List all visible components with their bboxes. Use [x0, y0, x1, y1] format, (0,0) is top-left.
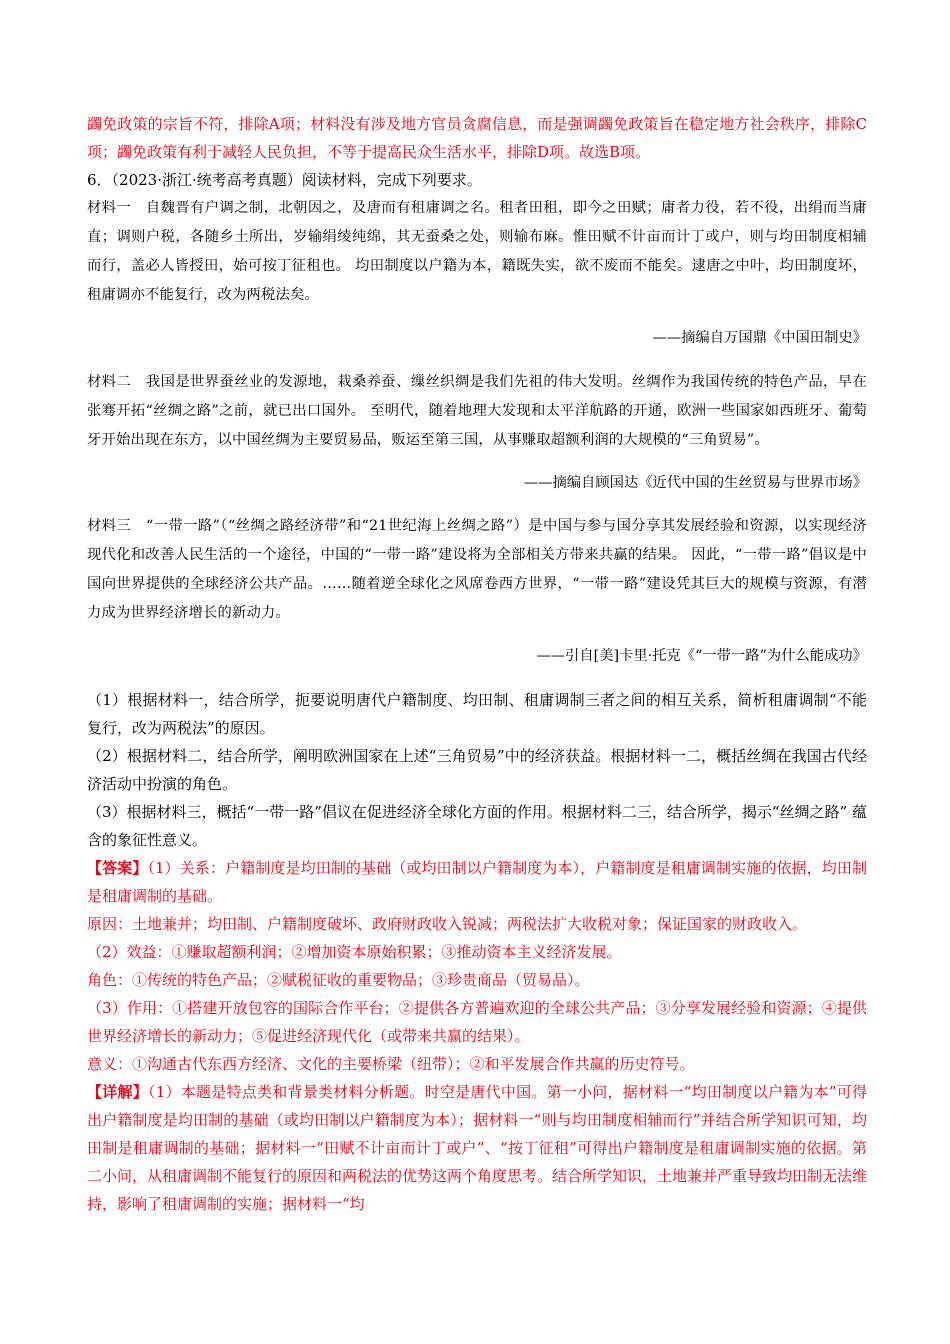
document-page: [87, 110, 867, 1218]
detail-text: （1）本题是特点类和背景类材料分析题。时空是唐代中国。第一小问，据材料一“均田制度以户籍为本”可得出户籍制度是均田制的基础（或均田制以户籍制度为本）；据材料一“则与均田制度相辅而行”并结合所学知识可知，均田制是租庸调制的基础；据材料一“田赋不计亩而计丁或户”、“按丁征租”可得出户籍制度是租庸调制实施的依据。第二小问，从租庸调制不能复行的原因和两税法的优势这两个角度思考。结合所学知识，土地兼并严重导致均田制无法维持，影响了租庸调制的实施；据材料一“均: [87, 1082, 868, 1213]
answer-line-5: （3）作用：①搭建开放包容的国际合作平台；②提供各方普遍欢迎的全球公共产品；③分享发展经验和资源；④提供世界经济增长的新动力；⑤促进经济现代化（或带来共赢的结果）。: [87, 998, 867, 1045]
question-header: 6．（2023·浙江·统考高考真题）阅读材料，完成下列要求。: [87, 171, 482, 189]
detail-tag: 【详解】: [87, 1082, 148, 1101]
material-3-source: ——引自[美]卡里·托克《“一带一路”为什么能成功》: [536, 648, 867, 665]
material-1-source: ——摘编自万国鼎《中国田制史》: [652, 330, 867, 347]
question-3: （3）根据材料三，概括“一带一路”倡议在促进经济全球化方面的作用。根据材料二三，结合所学，揭示“丝绸之路” 蕴含的象征性意义。: [87, 802, 867, 849]
prev-answer-explanation: 蠲免政策的宗旨不符，排除A项；材料没有涉及地方官员贪腐信息，而是强调蠲免政策旨在稳定地方社会秩序，排除C项；蠲免政策有利于减轻人民负担，不等于提高民众生活水平，排除D项。故选B项。: [87, 115, 867, 161]
answer-text-1: （1）关系：户籍制度是均田制的基础（或均田制以户籍制度为本），户籍制度是租庸调制实施的依据，均田制是租庸调制的基础。: [87, 858, 867, 905]
question-2: （2）根据材料二，结合所学，阐明欧洲国家在上述“三角贸易”中的经济获益。根据材料一二，概括丝绸在我国古代经济活动中扮演的角色。: [87, 746, 867, 793]
answer-line-3: （2）效益：①赚取超额利润；②增加资本原始积累；③推动资本主义经济发展。: [87, 942, 622, 961]
answer-line-1: [87, 854, 867, 910]
material-2: 材料二 我国是世界蚕丝业的发源地，栽桑养蚕、缫丝织绸是我们先祖的伟大发明。丝绸作为我国传统的特色产品，早在张骞开拓“丝绸之路”之前，就已出口国外。 至明代，随着地理大发现和太平洋航路的开通，欧洲一些国家如西班牙、葡萄牙开始出现在东方，以中国丝绸为主要贸易品，贩运至第三国，从事赚取超额利润的大规模的“三角贸易”。: [87, 373, 867, 448]
answer-line-2: 原因：土地兼并；均田制、户籍制度破坏、政府财政收入锐减；两税法扩大收税对象；保证国家的财政收入。: [87, 914, 808, 933]
material-2-source: ——摘编自顾国达《近代中国的生丝贸易与世界市场》: [523, 474, 867, 491]
material-3: 材料三 “一带一路”（“丝绸之路经济带”和“21世纪海上丝绸之路”）是中国与参与国分享其发展经验和资源，以实现经济现代化和改善人民生活的一个途径，中国的“一带一路”建设将为全部相关方带来共赢的结果。 因此，“一带一路”倡议是中国向世界提供的全球经济公共产品。……随着逆全球化之风席卷西方世界，“一带一路”建设凭其巨大的规模与资源，有潜力成为世界经济增长的新动力。: [87, 518, 867, 622]
answer-line-4: 角色：①传统的特色产品；②赋税征收的重要物品；③珍贵商品（贸易品）。: [87, 970, 590, 989]
answer-line-6: 意义：①沟通古代东西方经济、文化的主要桥梁（纽带）；②和平发展合作共赢的历史符号。: [87, 1054, 695, 1073]
material-1: 材料一 自魏晋有户调之制，北朝因之，及唐而有租庸调之名。租者田租，即今之田赋；庸者力役，若不役，出绢而当庸直；调则户税，各随乡土所出，岁输绢绫纯绵，其无蚕桑之处，则输布麻。惟田赋不计亩而计丁或户，则与均田制度相辅而行，盖必人皆授田，始可按丁征租也。 均田制度以户籍为本，籍既失实，欲不废而不能矣。逮唐之中叶，均田制度坏，租庸调亦不能复行，改为两税法矣。: [87, 200, 867, 303]
question-1: （1）根据材料一，结合所学，扼要说明唐代户籍制度、均田制、租庸调制三者之间的相互关系，简析租庸调制“不能复行，改为两税法”的原因。: [87, 690, 867, 737]
detail-paragraph: [87, 1078, 867, 1218]
answer-tag: 【答案】: [87, 858, 148, 877]
